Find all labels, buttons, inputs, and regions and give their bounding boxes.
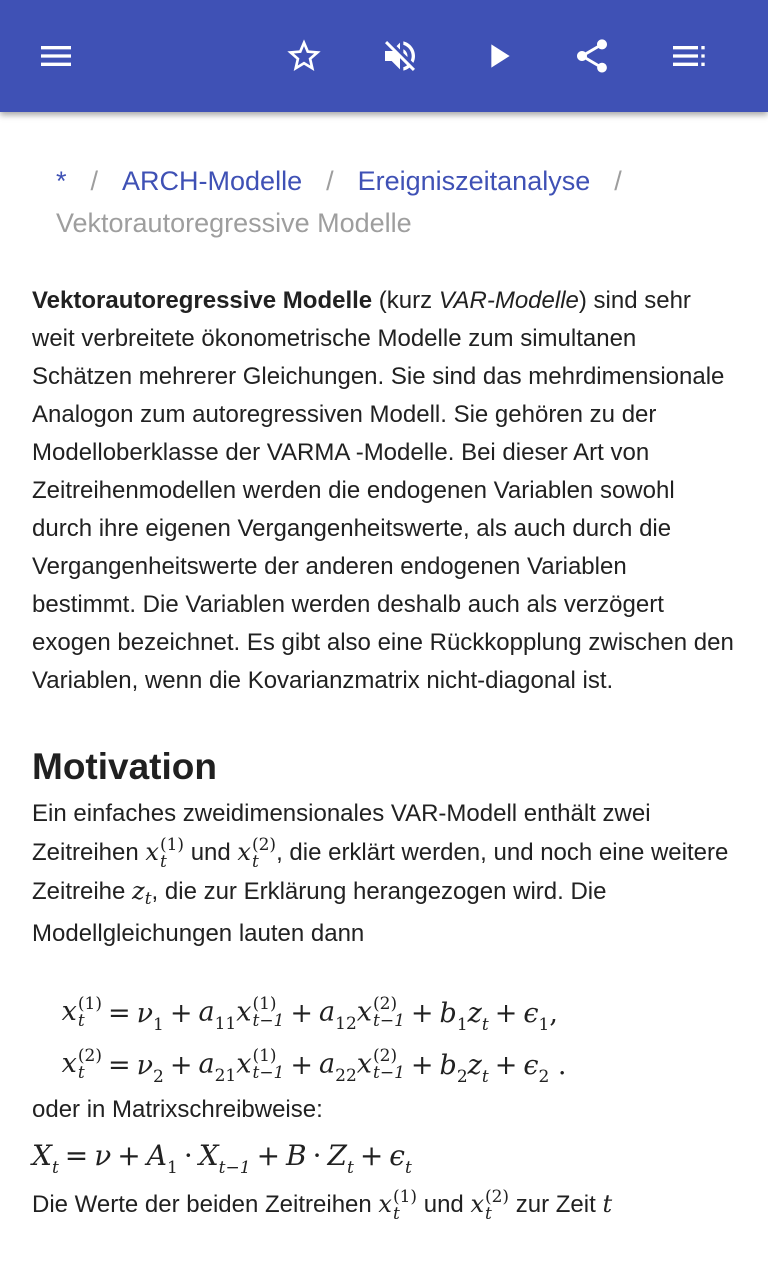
intro-text: ) sind sehr weit verbreitete ökonometrische Modelle zum simultanen Schätzen mehrerer Gleichungen. Sie sind das mehrdimensionale Analogon zum autoregressiven Modell. Sie gehören zu der Modelloberklasse der VARMA -Modelle. Bei dieser Art von Zeitreihenmodellen werden die endogenen Variablen sowohl durch ihre eigenen Vergangenheitswerte, als auch durch die Vergangenheitswerte der anderen endogenen Variablen bestimmt. Die Variablen werden deshalb auch als verzögert exogen bezeichnet. Es gibt also eine Rückkopplung zwischen den Variablen, wenn die Kovarianzmatrix nicht-diagonal ist. bbox=[32, 287, 734, 694]
intro-abbrev: VAR-Modelle bbox=[438, 287, 579, 314]
breadcrumb-separator: / bbox=[90, 166, 99, 196]
math-x1t: x (1) t bbox=[145, 834, 185, 872]
equation-2: x (2) t = $\nu_2$ + $a_{21}x$ (1) t−1 + $a_{22}x$ (2) t−1 + $b_2z_t$ + $\epsilon_2$ . bbox=[61, 1046, 567, 1087]
bookmark-button[interactable] bbox=[276, 28, 332, 84]
matrix-equation: $X_t$ = ν + $A_1$ · $X_{t-1}$ + B · $Z_t$ + $\epsilon_t$ bbox=[32, 1138, 412, 1178]
values-paragraph bbox=[32, 1185, 736, 1224]
intro-term: Vektorautoregressive Modelle bbox=[32, 287, 373, 314]
motivation-text: , die erklärt werden, und noch eine weitere Zeitreihe bbox=[32, 839, 729, 905]
play-icon bbox=[478, 36, 518, 76]
math-x2t: x (2) t bbox=[470, 1186, 510, 1224]
intro-paragraph bbox=[32, 282, 736, 700]
play-button[interactable] bbox=[470, 28, 526, 84]
breadcrumb-home[interactable]: * bbox=[56, 166, 67, 196]
math-zt: $z_t$ bbox=[132, 877, 152, 909]
motivation-text: und bbox=[184, 839, 238, 866]
motivation-text: , die zur Erklärung herangezogen wird. Die Modellgleichungen lauten dann bbox=[32, 878, 607, 947]
app-bar bbox=[0, 0, 768, 112]
values-text: zur Zeit bbox=[509, 1191, 603, 1218]
math-x2t: x (2) t bbox=[237, 834, 277, 872]
volume-off-icon bbox=[380, 36, 420, 76]
breadcrumb-current: Vektorautoregressive Modelle bbox=[56, 208, 412, 238]
motivation-text: Ein einfaches zweidimensionales VAR-Modell enthält zwei Zeitreihen bbox=[32, 800, 651, 866]
star-outline-icon bbox=[284, 36, 324, 76]
breadcrumb-arch-modelle[interactable]: ARCH-Modelle bbox=[122, 166, 303, 196]
math-t: t bbox=[602, 1190, 613, 1218]
math-x1t: x (1) t bbox=[378, 1186, 418, 1224]
motivation-paragraph bbox=[32, 794, 736, 953]
values-text: Die Werte der beiden Zeitreihen bbox=[32, 1191, 379, 1218]
breadcrumb-ereigniszeitanalyse[interactable]: Ereigniszeitanalyse bbox=[357, 166, 591, 196]
contents-button[interactable] bbox=[660, 28, 716, 84]
breadcrumb-separator: / bbox=[326, 166, 334, 196]
menu-button[interactable] bbox=[28, 28, 84, 84]
section-title: Motivation bbox=[32, 746, 217, 787]
intro-text: (kurz bbox=[372, 287, 439, 314]
playlist-icon bbox=[668, 36, 708, 76]
breadcrumb-separator: / bbox=[614, 166, 622, 196]
model-equations bbox=[32, 987, 736, 1091]
share-icon bbox=[572, 36, 612, 76]
menu-icon bbox=[36, 36, 76, 76]
matrix-intro: oder in Matrixschreibweise: bbox=[32, 1096, 323, 1123]
breadcrumb bbox=[56, 160, 726, 244]
values-text: und bbox=[417, 1191, 471, 1218]
share-button[interactable] bbox=[564, 28, 620, 84]
article-content bbox=[32, 160, 736, 1224]
equation-1: x (1) t = $\nu_1$ + $a_{11}x$ (1) t−1 + $a_{12}x$ (2) t−1 + $b_1z_t$ + $\epsilon_1$ , bbox=[61, 994, 558, 1035]
mute-button[interactable] bbox=[372, 28, 428, 84]
